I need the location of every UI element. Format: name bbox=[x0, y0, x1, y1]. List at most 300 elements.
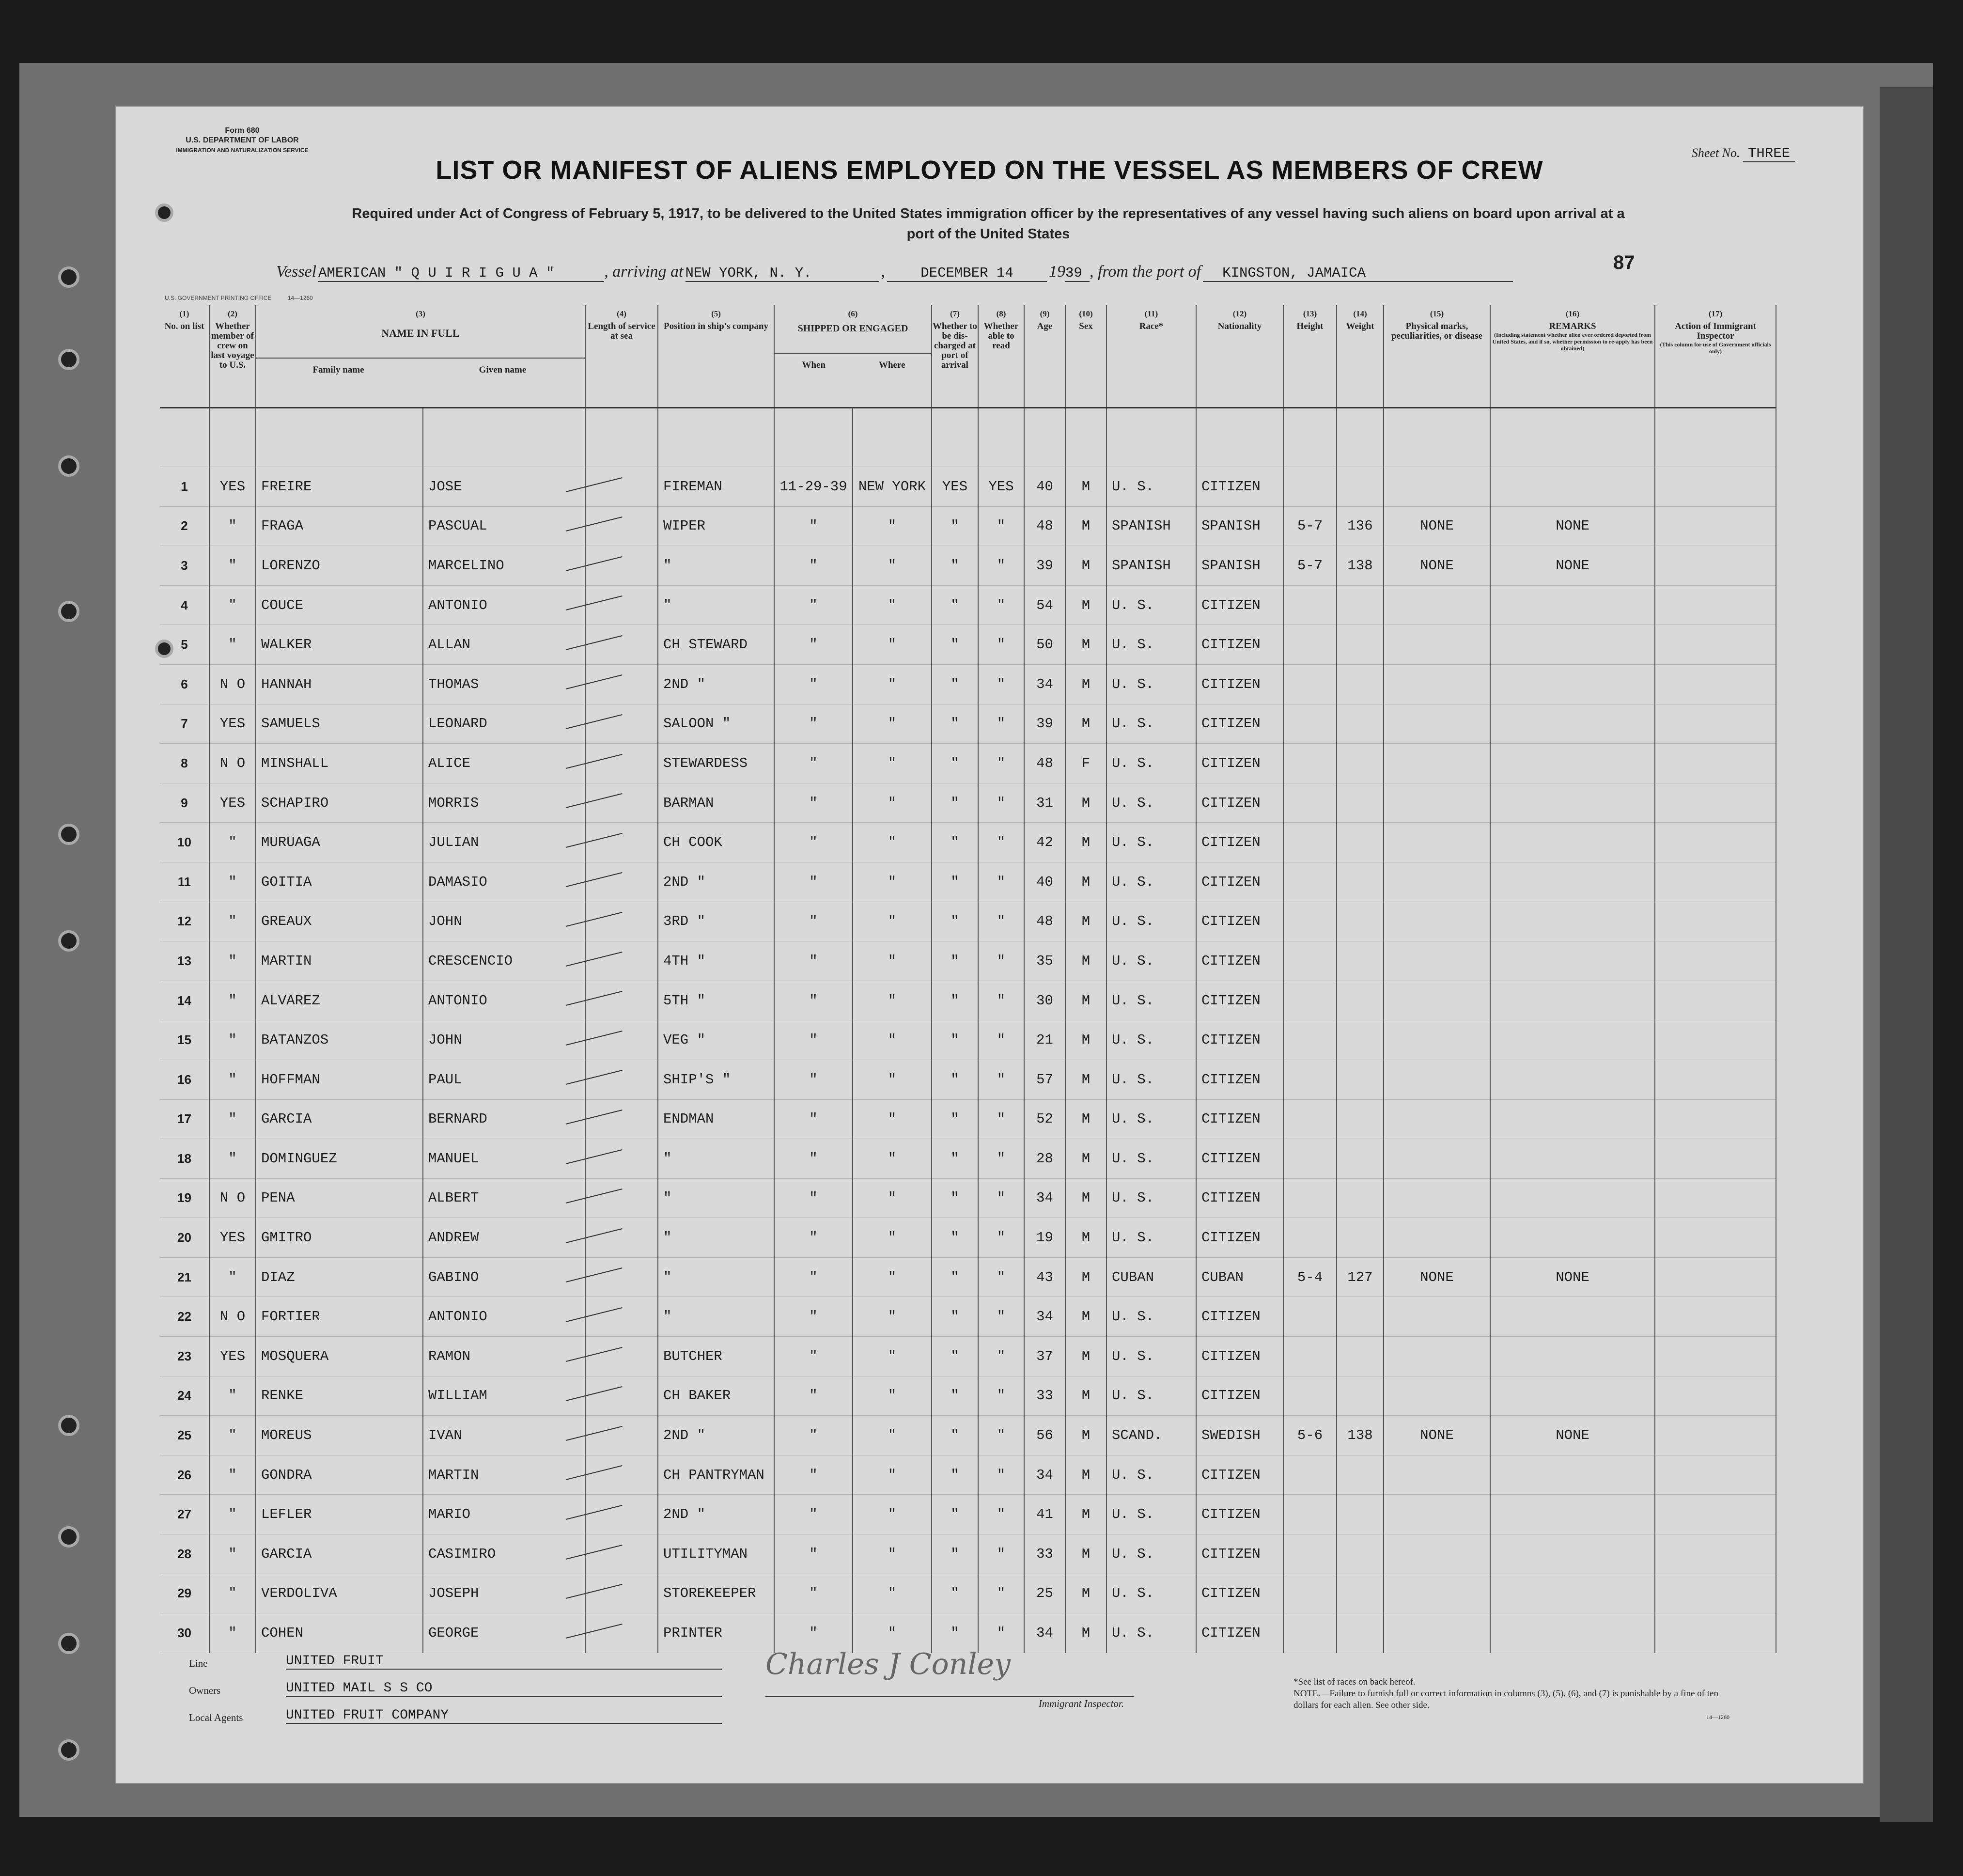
physical-marks-cell bbox=[1384, 1495, 1490, 1534]
age-cell: 48 bbox=[1024, 506, 1065, 546]
col-header-nationality: (12) Nationality bbox=[1196, 305, 1283, 408]
shipped-when-cell: " bbox=[774, 1060, 853, 1099]
given-name-cell: GABINO bbox=[423, 1257, 585, 1297]
given-name-cell: ANTONIO bbox=[423, 585, 585, 625]
given-name-cell: WILLIAM bbox=[423, 1376, 585, 1416]
agents-label: Local Agents bbox=[189, 1712, 243, 1723]
height-cell bbox=[1283, 1060, 1337, 1099]
inspector-action-cell bbox=[1655, 941, 1776, 981]
given-name-cell: CRESCENCIO bbox=[423, 941, 585, 981]
family-name-cell: DIAZ bbox=[256, 1257, 423, 1297]
family-name-cell: GREAUX bbox=[256, 902, 423, 941]
weight-cell bbox=[1337, 1455, 1384, 1495]
position-cell: STEWARDESS bbox=[658, 744, 774, 783]
table-row bbox=[160, 1534, 1776, 1574]
height-cell bbox=[1283, 823, 1337, 862]
row-number-cell: 8 bbox=[160, 744, 209, 783]
able-to-read-cell: " bbox=[978, 546, 1024, 586]
sex-cell: M bbox=[1065, 1218, 1106, 1258]
race-cell: U. S. bbox=[1106, 981, 1196, 1020]
nationality-cell: SPANISH bbox=[1196, 546, 1283, 586]
nationality-cell: CITIZEN bbox=[1196, 1218, 1283, 1258]
physical-marks-cell bbox=[1384, 1337, 1490, 1376]
age-cell: 35 bbox=[1024, 941, 1065, 981]
height-cell: 5-4 bbox=[1283, 1257, 1337, 1297]
sex-cell: M bbox=[1065, 1060, 1106, 1099]
age-cell: 34 bbox=[1024, 1297, 1065, 1337]
shipped-engaged-label: SHIPPED OR ENGAGED bbox=[797, 323, 908, 334]
nationality-cell: CITIZEN bbox=[1196, 981, 1283, 1020]
weight-cell bbox=[1337, 704, 1384, 744]
table-row bbox=[160, 585, 1776, 625]
able-to-read-cell: " bbox=[978, 1218, 1024, 1258]
race-cell: U. S. bbox=[1106, 1297, 1196, 1337]
position-cell: 4TH " bbox=[658, 941, 774, 981]
discharged-cell: " bbox=[932, 1099, 978, 1139]
last-voyage-cell: " bbox=[209, 862, 256, 902]
family-name-cell: GONDRA bbox=[256, 1455, 423, 1495]
position-cell: PRINTER bbox=[658, 1613, 774, 1653]
vessel-name: AMERICAN " Q U I R I G U A " bbox=[318, 265, 604, 282]
row-number-cell: 16 bbox=[160, 1060, 209, 1099]
given-name-cell: JOHN bbox=[423, 1020, 585, 1060]
shipped-where-cell: " bbox=[853, 585, 932, 625]
row-number-cell: 15 bbox=[160, 1020, 209, 1060]
remarks-cell bbox=[1490, 1060, 1655, 1099]
shipped-where-cell: " bbox=[853, 664, 932, 704]
able-to-read-cell: " bbox=[978, 625, 1024, 665]
height-cell bbox=[1283, 902, 1337, 941]
row-number-cell: 11 bbox=[160, 862, 209, 902]
given-name-cell: IVAN bbox=[423, 1416, 585, 1455]
height-cell bbox=[1283, 1574, 1337, 1613]
sex-cell: M bbox=[1065, 1376, 1106, 1416]
last-voyage-cell: " bbox=[209, 1257, 256, 1297]
age-cell: 31 bbox=[1024, 783, 1065, 823]
age-cell: 19 bbox=[1024, 1218, 1065, 1258]
binder-hole bbox=[58, 349, 79, 370]
physical-marks-cell bbox=[1384, 1218, 1490, 1258]
crew-rows bbox=[160, 467, 1776, 1653]
shipped-where-cell: " bbox=[853, 1534, 932, 1574]
discharged-cell: " bbox=[932, 506, 978, 546]
position-cell: " bbox=[658, 1218, 774, 1258]
family-name-cell: ALVAREZ bbox=[256, 981, 423, 1020]
table-row bbox=[160, 941, 1776, 981]
position-cell: " bbox=[658, 585, 774, 625]
remarks-cell bbox=[1490, 981, 1655, 1020]
race-cell: U. S. bbox=[1106, 1178, 1196, 1218]
row-number-cell: 20 bbox=[160, 1218, 209, 1258]
family-name-cell: FORTIER bbox=[256, 1297, 423, 1337]
length-of-service-cell bbox=[585, 1376, 658, 1416]
height-cell bbox=[1283, 585, 1337, 625]
shipped-where-cell: " bbox=[853, 1099, 932, 1139]
nationality-cell: CITIZEN bbox=[1196, 823, 1283, 862]
length-of-service-cell bbox=[585, 1337, 658, 1376]
length-of-service-cell bbox=[585, 1416, 658, 1455]
family-name-cell: COHEN bbox=[256, 1613, 423, 1653]
height-cell bbox=[1283, 1099, 1337, 1139]
age-cell: 30 bbox=[1024, 981, 1065, 1020]
shipped-when-cell: " bbox=[774, 783, 853, 823]
arriving-label: , arriving at bbox=[604, 263, 684, 281]
printing-code: 14—1260 bbox=[287, 295, 313, 301]
given-name-cell: CASIMIRO bbox=[423, 1534, 585, 1574]
nationality-cell: CITIZEN bbox=[1196, 783, 1283, 823]
nationality-cell: CITIZEN bbox=[1196, 1099, 1283, 1139]
given-name-cell: MORRIS bbox=[423, 783, 585, 823]
shipped-where-cell: " bbox=[853, 1337, 932, 1376]
col-header-sex: (10) Sex bbox=[1065, 305, 1106, 408]
age-cell: 56 bbox=[1024, 1416, 1065, 1455]
nationality-cell: CITIZEN bbox=[1196, 902, 1283, 941]
inspector-action-cell bbox=[1655, 1613, 1776, 1653]
race-cell: U. S. bbox=[1106, 1495, 1196, 1534]
table-row bbox=[160, 1060, 1776, 1099]
race-cell: U. S. bbox=[1106, 1574, 1196, 1613]
physical-marks-cell bbox=[1384, 664, 1490, 704]
length-of-service-cell bbox=[585, 941, 658, 981]
able-to-read-cell: " bbox=[978, 1178, 1024, 1218]
last-voyage-cell: N O bbox=[209, 664, 256, 704]
given-name-cell: RAMON bbox=[423, 1337, 585, 1376]
nationality-cell: CITIZEN bbox=[1196, 744, 1283, 783]
race-cell: U. S. bbox=[1106, 585, 1196, 625]
able-to-read-cell: " bbox=[978, 1495, 1024, 1534]
physical-marks-cell bbox=[1384, 1534, 1490, 1574]
position-cell: WIPER bbox=[658, 506, 774, 546]
physical-marks-cell: NONE bbox=[1384, 1416, 1490, 1455]
remarks-cell bbox=[1490, 902, 1655, 941]
printing-office: U.S. GOVERNMENT PRINTING OFFICE bbox=[165, 295, 272, 301]
able-to-read-cell: " bbox=[978, 902, 1024, 941]
family-name-cell: GMITRO bbox=[256, 1218, 423, 1258]
physical-marks-cell bbox=[1384, 823, 1490, 862]
family-name-cell: MOREUS bbox=[256, 1416, 423, 1455]
row-number-cell: 23 bbox=[160, 1337, 209, 1376]
col-header-physical-marks: (15) Physical marks, peculiarities, or disease bbox=[1384, 305, 1490, 408]
remarks-cell bbox=[1490, 783, 1655, 823]
shipped-where-cell: " bbox=[853, 783, 932, 823]
weight-cell bbox=[1337, 1020, 1384, 1060]
nationality-cell: CITIZEN bbox=[1196, 1178, 1283, 1218]
inspector-action-cell bbox=[1655, 506, 1776, 546]
last-voyage-cell: " bbox=[209, 902, 256, 941]
height-cell bbox=[1283, 981, 1337, 1020]
age-cell: 34 bbox=[1024, 1178, 1065, 1218]
col-header-weight: (14) Weight bbox=[1337, 305, 1384, 408]
remarks-cell bbox=[1490, 744, 1655, 783]
given-name-cell: ANTONIO bbox=[423, 981, 585, 1020]
weight-cell bbox=[1337, 823, 1384, 862]
inspector-action-cell bbox=[1655, 1218, 1776, 1258]
inspector-action-cell bbox=[1655, 1139, 1776, 1179]
binder-hole bbox=[58, 1415, 79, 1436]
length-of-service-cell bbox=[585, 862, 658, 902]
height-cell bbox=[1283, 862, 1337, 902]
nationality-cell: CITIZEN bbox=[1196, 1020, 1283, 1060]
shipped-where-cell: " bbox=[853, 941, 932, 981]
given-name-cell: ALICE bbox=[423, 744, 585, 783]
sex-cell: M bbox=[1065, 1020, 1106, 1060]
discharged-cell: " bbox=[932, 744, 978, 783]
binder-hole bbox=[58, 824, 79, 845]
table-row bbox=[160, 1020, 1776, 1060]
family-name-cell: LORENZO bbox=[256, 546, 423, 586]
discharged-cell: " bbox=[932, 902, 978, 941]
discharged-cell: " bbox=[932, 1020, 978, 1060]
inspector-action-cell bbox=[1655, 1534, 1776, 1574]
shipped-when-cell: " bbox=[774, 1297, 853, 1337]
inspector-action-cell bbox=[1655, 1297, 1776, 1337]
physical-marks-cell: NONE bbox=[1384, 1257, 1490, 1297]
table-row bbox=[160, 1139, 1776, 1179]
weight-cell bbox=[1337, 467, 1384, 507]
subtitle-line-1: Required under Act of Congress of February 5, 1917, to be delivered to the United States immigration officer by the representatives of any vessel having such aliens on board upon arrival at a bbox=[352, 206, 1625, 221]
shipped-where-cell: " bbox=[853, 981, 932, 1020]
sex-cell: M bbox=[1065, 783, 1106, 823]
physical-marks-cell: NONE bbox=[1384, 546, 1490, 586]
manifest-sheet bbox=[116, 107, 1863, 1783]
subtitle-line-2: port of the United States bbox=[906, 226, 1070, 242]
sex-cell: M bbox=[1065, 902, 1106, 941]
sex-cell: M bbox=[1065, 1574, 1106, 1613]
able-to-read-cell: " bbox=[978, 1099, 1024, 1139]
position-cell: BARMAN bbox=[658, 783, 774, 823]
discharged-cell: " bbox=[932, 546, 978, 586]
row-number-cell: 5 bbox=[160, 625, 209, 665]
shipped-when-cell: " bbox=[774, 862, 853, 902]
age-cell: 25 bbox=[1024, 1574, 1065, 1613]
remarks-cell: NONE bbox=[1490, 546, 1655, 586]
given-name-cell: ANTONIO bbox=[423, 1297, 585, 1337]
shipped-when-cell: " bbox=[774, 941, 853, 981]
given-name-cell: ALBERT bbox=[423, 1178, 585, 1218]
length-of-service-cell bbox=[585, 981, 658, 1020]
discharged-cell: " bbox=[932, 862, 978, 902]
given-name-cell: JOHN bbox=[423, 902, 585, 941]
able-to-read-cell: " bbox=[978, 783, 1024, 823]
nationality-cell: CITIZEN bbox=[1196, 1534, 1283, 1574]
row-number-cell: 25 bbox=[160, 1416, 209, 1455]
age-cell: 21 bbox=[1024, 1020, 1065, 1060]
given-name-cell: ANDREW bbox=[423, 1218, 585, 1258]
discharged-cell: " bbox=[932, 1257, 978, 1297]
able-to-read-cell: " bbox=[978, 506, 1024, 546]
shipped-where-cell: " bbox=[853, 823, 932, 862]
sex-cell: M bbox=[1065, 1495, 1106, 1534]
owners-label: Owners bbox=[189, 1685, 221, 1696]
race-cell: U. S. bbox=[1106, 1060, 1196, 1099]
height-cell bbox=[1283, 1613, 1337, 1653]
height-cell bbox=[1283, 941, 1337, 981]
row-number-cell: 14 bbox=[160, 981, 209, 1020]
remarks-cell bbox=[1490, 1297, 1655, 1337]
last-voyage-cell: " bbox=[209, 1099, 256, 1139]
col-header-discharged: (7) Whether to be dis-charged at port of arrival bbox=[932, 305, 978, 408]
physical-marks-cell bbox=[1384, 625, 1490, 665]
length-of-service-cell bbox=[585, 585, 658, 625]
able-to-read-cell: " bbox=[978, 585, 1024, 625]
physical-marks-cell: NONE bbox=[1384, 506, 1490, 546]
discharged-cell: " bbox=[932, 783, 978, 823]
weight-cell bbox=[1337, 1613, 1384, 1653]
age-cell: 50 bbox=[1024, 625, 1065, 665]
row-number-cell: 3 bbox=[160, 546, 209, 586]
family-name-cell: HANNAH bbox=[256, 664, 423, 704]
remarks-cell bbox=[1490, 664, 1655, 704]
physical-marks-cell bbox=[1384, 1376, 1490, 1416]
race-cell: U. S. bbox=[1106, 744, 1196, 783]
sex-cell: M bbox=[1065, 625, 1106, 665]
row-number-cell: 30 bbox=[160, 1613, 209, 1653]
physical-marks-cell bbox=[1384, 1099, 1490, 1139]
physical-marks-cell bbox=[1384, 981, 1490, 1020]
row-number-cell: 2 bbox=[160, 506, 209, 546]
family-name-cell: MARTIN bbox=[256, 941, 423, 981]
sex-cell: M bbox=[1065, 1099, 1106, 1139]
table-row bbox=[160, 1376, 1776, 1416]
physical-marks-cell bbox=[1384, 902, 1490, 941]
weight-cell bbox=[1337, 902, 1384, 941]
physical-marks-cell bbox=[1384, 744, 1490, 783]
col-header-inspector-action: (17) Action of Immigrant Inspector (This column for use of Government officials only) bbox=[1655, 305, 1776, 408]
length-of-service-cell bbox=[585, 1178, 658, 1218]
shipped-when-cell: " bbox=[774, 1178, 853, 1218]
last-voyage-cell: " bbox=[209, 1139, 256, 1179]
given-name-cell: LEONARD bbox=[423, 704, 585, 744]
shipped-where-cell: " bbox=[853, 625, 932, 665]
shipped-when-cell: " bbox=[774, 1534, 853, 1574]
position-cell: " bbox=[658, 1178, 774, 1218]
inspector-action-cell bbox=[1655, 744, 1776, 783]
sex-cell: F bbox=[1065, 744, 1106, 783]
height-cell: 5-7 bbox=[1283, 546, 1337, 586]
remarks-cell: NONE bbox=[1490, 1257, 1655, 1297]
shipped-where-cell: " bbox=[853, 1613, 932, 1653]
last-voyage-cell: " bbox=[209, 1020, 256, 1060]
given-name-cell: JOSE bbox=[423, 467, 585, 507]
race-cell: U. S. bbox=[1106, 823, 1196, 862]
shipped-where-cell: " bbox=[853, 744, 932, 783]
length-of-service-cell bbox=[585, 546, 658, 586]
sex-cell: M bbox=[1065, 664, 1106, 704]
remarks-cell bbox=[1490, 1178, 1655, 1218]
length-of-service-cell bbox=[585, 1534, 658, 1574]
age-cell: 48 bbox=[1024, 744, 1065, 783]
sex-cell: M bbox=[1065, 1613, 1106, 1653]
family-name-cell: SCHAPIRO bbox=[256, 783, 423, 823]
nationality-cell: CITIZEN bbox=[1196, 1376, 1283, 1416]
row-number-cell: 18 bbox=[160, 1139, 209, 1179]
physical-marks-cell bbox=[1384, 467, 1490, 507]
last-voyage-cell: " bbox=[209, 941, 256, 981]
position-cell: SALOON " bbox=[658, 704, 774, 744]
age-cell: 40 bbox=[1024, 862, 1065, 902]
inspector-action-cell bbox=[1655, 1495, 1776, 1534]
able-to-read-cell: " bbox=[978, 704, 1024, 744]
shipped-where-cell: " bbox=[853, 704, 932, 744]
position-cell: " bbox=[658, 546, 774, 586]
row-number-cell: 4 bbox=[160, 585, 209, 625]
last-voyage-cell: N O bbox=[209, 1297, 256, 1337]
position-cell: " bbox=[658, 1139, 774, 1179]
height-cell bbox=[1283, 1020, 1337, 1060]
given-name-cell: PASCUAL bbox=[423, 506, 585, 546]
physical-marks-cell bbox=[1384, 704, 1490, 744]
row-number-cell: 29 bbox=[160, 1574, 209, 1613]
able-to-read-cell: " bbox=[978, 744, 1024, 783]
age-cell: 34 bbox=[1024, 664, 1065, 704]
length-of-service-cell bbox=[585, 1297, 658, 1337]
height-cell bbox=[1283, 1534, 1337, 1574]
last-voyage-cell: " bbox=[209, 506, 256, 546]
arrival-date: DECEMBER 14 bbox=[887, 265, 1047, 282]
table-spacer-row bbox=[160, 408, 1776, 467]
weight-cell bbox=[1337, 1218, 1384, 1258]
binder-hole bbox=[58, 266, 79, 288]
inspector-action-cell bbox=[1655, 823, 1776, 862]
length-of-service-cell bbox=[585, 823, 658, 862]
shipped-where-cell: " bbox=[853, 1218, 932, 1258]
shipped-where-cell: " bbox=[853, 1495, 932, 1534]
discharged-cell: " bbox=[932, 1574, 978, 1613]
remarks-cell bbox=[1490, 1613, 1655, 1653]
race-cell: U. S. bbox=[1106, 1455, 1196, 1495]
row-number-cell: 19 bbox=[160, 1178, 209, 1218]
family-name-cell: FRAGA bbox=[256, 506, 423, 546]
last-voyage-cell: N O bbox=[209, 1178, 256, 1218]
height-cell bbox=[1283, 1337, 1337, 1376]
nationality-cell: CITIZEN bbox=[1196, 862, 1283, 902]
shipped-where-cell: " bbox=[853, 1257, 932, 1297]
inspector-action-cell bbox=[1655, 862, 1776, 902]
row-number-cell: 26 bbox=[160, 1455, 209, 1495]
nationality-cell: CITIZEN bbox=[1196, 1495, 1283, 1534]
height-cell bbox=[1283, 1297, 1337, 1337]
given-name-label: Given name bbox=[479, 365, 527, 375]
race-cell: U. S. bbox=[1106, 941, 1196, 981]
last-voyage-cell: " bbox=[209, 1376, 256, 1416]
length-of-service-cell bbox=[585, 1060, 658, 1099]
given-name-cell: JULIAN bbox=[423, 823, 585, 862]
length-of-service-cell bbox=[585, 625, 658, 665]
table-header-row bbox=[160, 305, 1776, 408]
col-header-read: (8) Whether able to read bbox=[978, 305, 1024, 408]
weight-cell: 138 bbox=[1337, 1416, 1384, 1455]
nationality-cell: CITIZEN bbox=[1196, 1297, 1283, 1337]
table-row bbox=[160, 625, 1776, 665]
binder-hole bbox=[58, 601, 79, 622]
shipped-when-cell: " bbox=[774, 823, 853, 862]
position-cell: STOREKEEPER bbox=[658, 1574, 774, 1613]
row-number-cell: 7 bbox=[160, 704, 209, 744]
able-to-read-cell: " bbox=[978, 1416, 1024, 1455]
nationality-cell: CITIZEN bbox=[1196, 1613, 1283, 1653]
row-number-cell: 10 bbox=[160, 823, 209, 862]
height-cell: 5-7 bbox=[1283, 506, 1337, 546]
height-cell bbox=[1283, 1455, 1337, 1495]
height-cell bbox=[1283, 1495, 1337, 1534]
length-of-service-cell bbox=[585, 1139, 658, 1179]
weight-cell bbox=[1337, 1060, 1384, 1099]
crew-manifest-table bbox=[160, 305, 1776, 1653]
physical-marks-cell bbox=[1384, 1297, 1490, 1337]
nationality-cell: SPANISH bbox=[1196, 506, 1283, 546]
length-of-service-cell bbox=[585, 902, 658, 941]
age-cell: 40 bbox=[1024, 467, 1065, 507]
